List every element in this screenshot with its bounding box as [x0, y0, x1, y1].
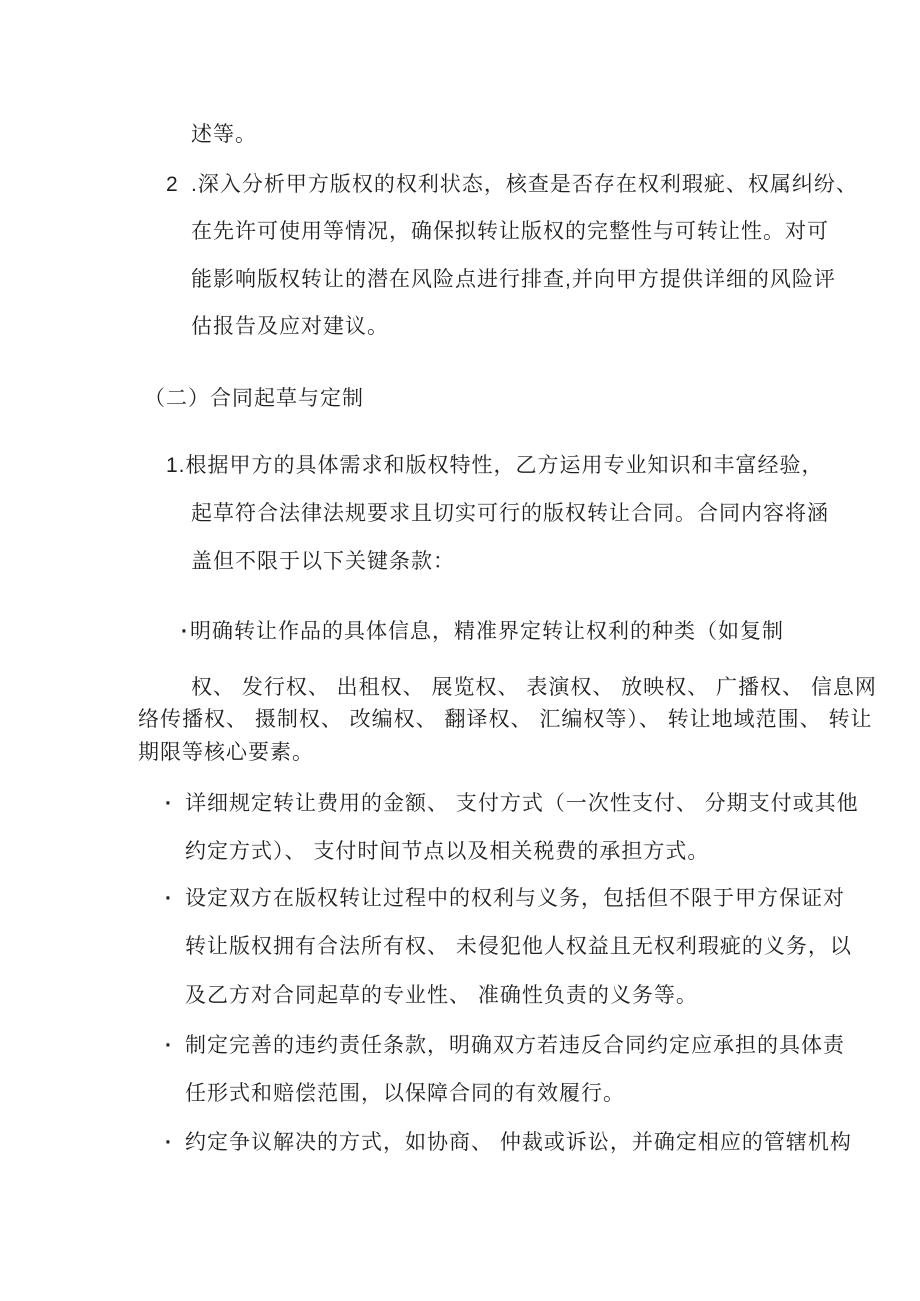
item2-line-3: 能影响版权转让的潜在风险点进行排查,并向甲方提供详细的风险评: [191, 268, 836, 291]
bullet3-line-1: 设定双方在版权转让过程中的权利与义务，包括但不限于甲方保证对: [185, 887, 845, 910]
bullet4-marker: ·: [165, 1034, 173, 1057]
bullet1-line-4: 期限等核心要素。: [138, 741, 314, 764]
bullet2-marker: ·: [165, 792, 173, 815]
bullet5-line-1: 约定争议解决的方式，如协商、 仲裁或诉讼，并确定相应的管辖机构: [185, 1131, 852, 1154]
bullet3-marker: ·: [165, 887, 173, 910]
item1-line-2: 起草符合法律法规要求且切实可行的版权转让合同。合同内容将涵: [191, 502, 829, 525]
item2-line-4: 估报告及应对建议。: [191, 315, 389, 338]
item2-number: 2: [166, 173, 179, 196]
bullet5-marker: ·: [165, 1131, 173, 1154]
bullet1-marker: ·: [181, 620, 189, 643]
section-heading-2: （二）合同起草与定制: [144, 387, 364, 410]
bullet1-line-2: 权、 发行权、 出租权、 展览权、 表演权、 放映权、 广播权、 信息网: [191, 676, 877, 699]
bullet4-line-2: 任形式和赔偿范围，以保障合同的有效履行。: [185, 1082, 625, 1105]
bullet3-line-3: 及乙方对合同起草的专业性、 准确性负责的义务等。: [185, 984, 698, 1007]
item1-line-3: 盖但不限于以下关键条款：: [191, 550, 455, 573]
item2-line-2: 在先许可使用等情况，确保拟转让版权的完整性与可转让性。对可: [191, 220, 829, 243]
item2-line-1: .深入分析甲方版权的权利状态，核查是否存在权利瑕疵、权属纠纷、: [191, 173, 858, 196]
bullet1-line-1: 明确转让作品的具体信息，精准界定转让权利的种类（如复制: [190, 620, 784, 643]
bullet3-line-2: 转让版权拥有合法所有权、 未侵犯他人权益且无权利瑕疵的义务，以: [185, 935, 852, 958]
bullet4-line-1: 制定完善的违约责任条款，明确双方若违反合同约定应承担的具体责: [185, 1034, 845, 1057]
carryover-line: 述等。: [191, 123, 257, 146]
bullet2-line-2: 约定方式）、 支付时间节点以及相关税费的承担方式。: [185, 840, 710, 863]
bullet1-line-3: 络传播权、 摄制权、 改编权、 翻译权、 汇编权等）、 转让地域范围、 转让: [138, 708, 873, 731]
bullet2-line-1: 详细规定转让费用的金额、 支付方式（一次性支付、 分期支付或其他: [185, 792, 859, 815]
item1-line-1: 1.根据甲方的具体需求和版权特性，乙方运用专业知识和丰富经验，: [166, 454, 824, 477]
